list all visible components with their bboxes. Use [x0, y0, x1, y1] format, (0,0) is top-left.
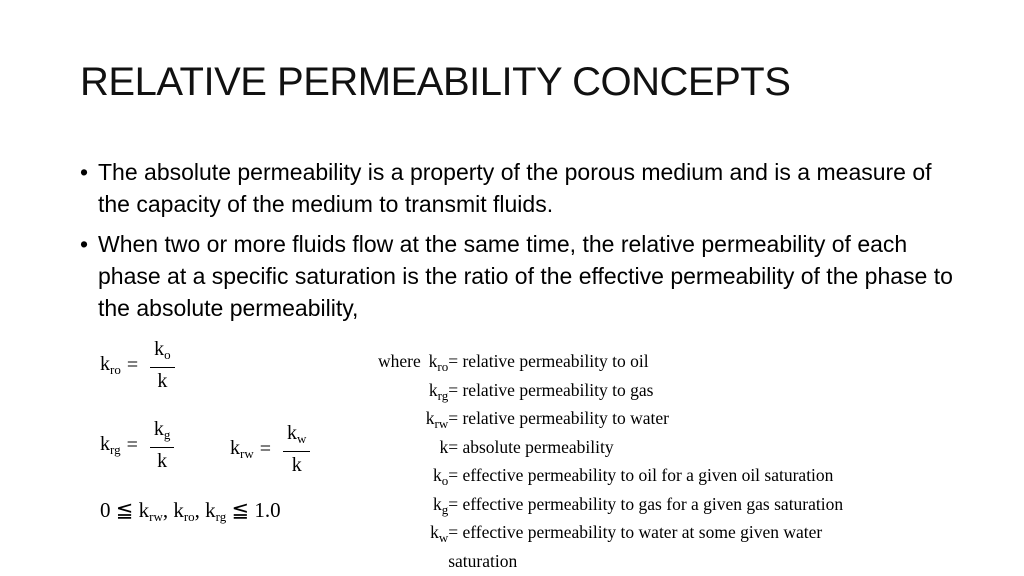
definition-symbol: $k_w$ — [430, 522, 449, 545]
bullet-text: The absolute permeability is a property of the porous medium and is a measure of the capacity of the medium to transmit fluids. — [98, 159, 932, 217]
bullet-item — [80, 228, 960, 324]
definition-symbol — [426, 550, 448, 574]
definition-text: = relative permeability to oil — [448, 351, 649, 371]
equation-krw — [230, 422, 310, 476]
fraction-denominator: k — [157, 370, 168, 392]
definition-symbol: k — [439, 436, 449, 457]
definition-symbol: $k_{ro}$ — [428, 351, 449, 374]
definition-text: = absolute permeability — [448, 436, 614, 457]
fraction — [150, 418, 175, 472]
inequality-constraint: 0 ≦ $k_{rw}$, $k_{ro}$, $k_{rg}$ ≦ 1.0 — [100, 498, 281, 524]
definition-symbol: $k_{rw}$ — [425, 408, 449, 431]
definition-text: = effective permeability to oil for a given oil saturation — [448, 465, 834, 485]
definition-symbol: $k_{rg}$ — [428, 379, 449, 403]
equals-sign: = — [126, 353, 139, 376]
fraction-numerator: $k_w$ — [283, 422, 310, 452]
fraction — [283, 422, 310, 476]
definition-text-continued: saturation — [448, 550, 518, 571]
definition-text: = effective permeability to gas for a given gas saturation — [448, 493, 844, 514]
bullet-list — [80, 156, 960, 332]
fraction-numerator: $k_g$ — [150, 418, 175, 448]
definition-text: = relative permeability to water — [448, 408, 669, 428]
fraction-numerator: $k_o$ — [150, 338, 175, 368]
equation-krg — [100, 418, 174, 472]
fraction-denominator: k — [157, 450, 168, 472]
where-label: where — [378, 351, 421, 371]
equals-sign: = — [126, 433, 138, 456]
equals-sign: = — [259, 437, 271, 460]
definition-symbol: $k_g$ — [432, 493, 449, 517]
definitions-list — [378, 350, 843, 573]
slide-title: RELATIVE PERMEABILITY CONCEPTS — [80, 60, 791, 104]
equation-lhs: $k_{rw}$ — [230, 436, 254, 461]
definition-text: = effective permeability to water at some given water — [448, 522, 823, 542]
fraction — [150, 338, 175, 392]
bullet-dot: • — [80, 159, 89, 185]
definition-text: = relative permeability to gas — [448, 379, 654, 400]
fraction-denominator: k — [291, 454, 302, 476]
equation-lhs: $k_{ro}$ — [100, 352, 121, 377]
equation-kro — [100, 338, 175, 392]
equation-lhs: $k_{rg}$ — [100, 432, 121, 457]
bullet-dot: • — [80, 231, 89, 257]
definition-symbol: $k_o$ — [432, 465, 449, 488]
bullet-text: When two or more fluids flow at the same time, the relative permeability of each phase at a specific saturation is the ratio of the effective permeability of the phase to the absolute permeability, — [98, 231, 953, 321]
bullet-item — [80, 156, 960, 220]
